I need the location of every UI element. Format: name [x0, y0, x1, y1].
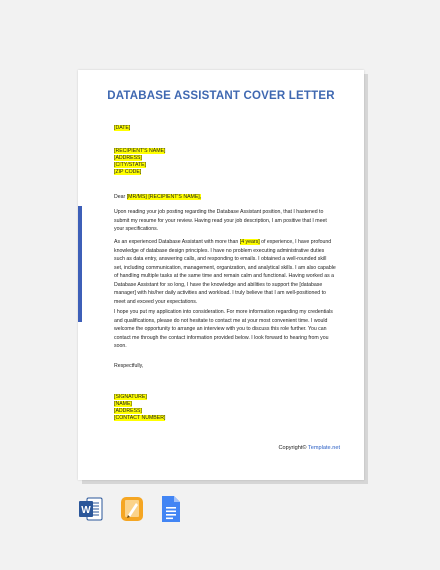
footer-copyright [278, 445, 340, 451]
sender-name: [NAME] [114, 401, 132, 407]
signature-line [114, 394, 147, 401]
google-docs-icon[interactable] [158, 495, 184, 528]
recipient-city-state: [CITY/STATE] [114, 162, 147, 168]
document-title: DATABASE ASSISTANT COVER LETTER [107, 90, 335, 102]
salutation [114, 194, 201, 201]
recipient-name-line [114, 148, 165, 155]
recipient-address: [ADDRESS] [114, 155, 142, 161]
recipient-zip: [ZIP CODE] [114, 169, 142, 175]
salutation-name: [MR/MS] [RECIPIENT'S NAME], [126, 194, 202, 200]
template-link[interactable]: Template.net [307, 445, 340, 451]
word-icon[interactable] [78, 495, 104, 528]
paragraph-2-start: As an experienced Database Assistant with more than [114, 239, 239, 245]
sender-address: [ADDRESS] [114, 408, 142, 414]
sender-address-line [114, 408, 142, 415]
pages-icon[interactable] [119, 495, 145, 528]
sender-contact-line [114, 415, 165, 422]
recipient-address-line [114, 155, 142, 162]
copyright-text: Copyright© [278, 445, 307, 451]
sender-name-line [114, 401, 132, 408]
date-line [114, 125, 130, 132]
date-placeholder: [DATE] [114, 125, 131, 131]
signature-placeholder: [SIGNATURE] [114, 394, 147, 400]
accent-bar [78, 206, 82, 322]
sender-contact: [CONTACT NUMBER] [114, 415, 166, 421]
recipient-name: [RECIPIENT'S NAME] [114, 148, 166, 154]
svg-text:W: W [81, 505, 91, 516]
closing: Respectfully, [114, 363, 144, 369]
paragraph-3: I hope you put my application into consideration. For more information regarding my credentials and qualifications, please do not hesitate to contact me at your most convenient time. I would welcome the opportunity to arrange an interview with you to discuss this role further. You can contact me through the contact information provided below. I look forward to hearing from you soon. [114, 309, 333, 349]
recipient-city-line [114, 162, 146, 169]
paragraph-2-rest: of experience, I have profound knowledge of database design principles. I have no problem executing administrative duties such as data entry, answering calls, and responding to emails. I obtained a well-rounded skill set, including communication, management, organization, and analytical skills. I am also capable of handling multiple tasks at the same time and remain calm and functional. Having worked as a Database Assistant for so long, I have the knowledge and abilities to support the [database manager] with his/her daily activities and workload. I truly believe that I am well-positioned to meet and exceed your expectations. [114, 239, 336, 305]
years-placeholder: [4 years] [239, 239, 260, 245]
letter-document [78, 70, 364, 480]
paragraph-1: Upon reading your job posting regarding the Database Assistant position, that I hastened to submit my resume for your review. Having read your job description, I am positive that I meet your specifications. [114, 209, 327, 232]
paragraph-2 [114, 238, 336, 306]
salutation-prefix: Dear [114, 194, 126, 200]
recipient-zip-line [114, 169, 141, 176]
